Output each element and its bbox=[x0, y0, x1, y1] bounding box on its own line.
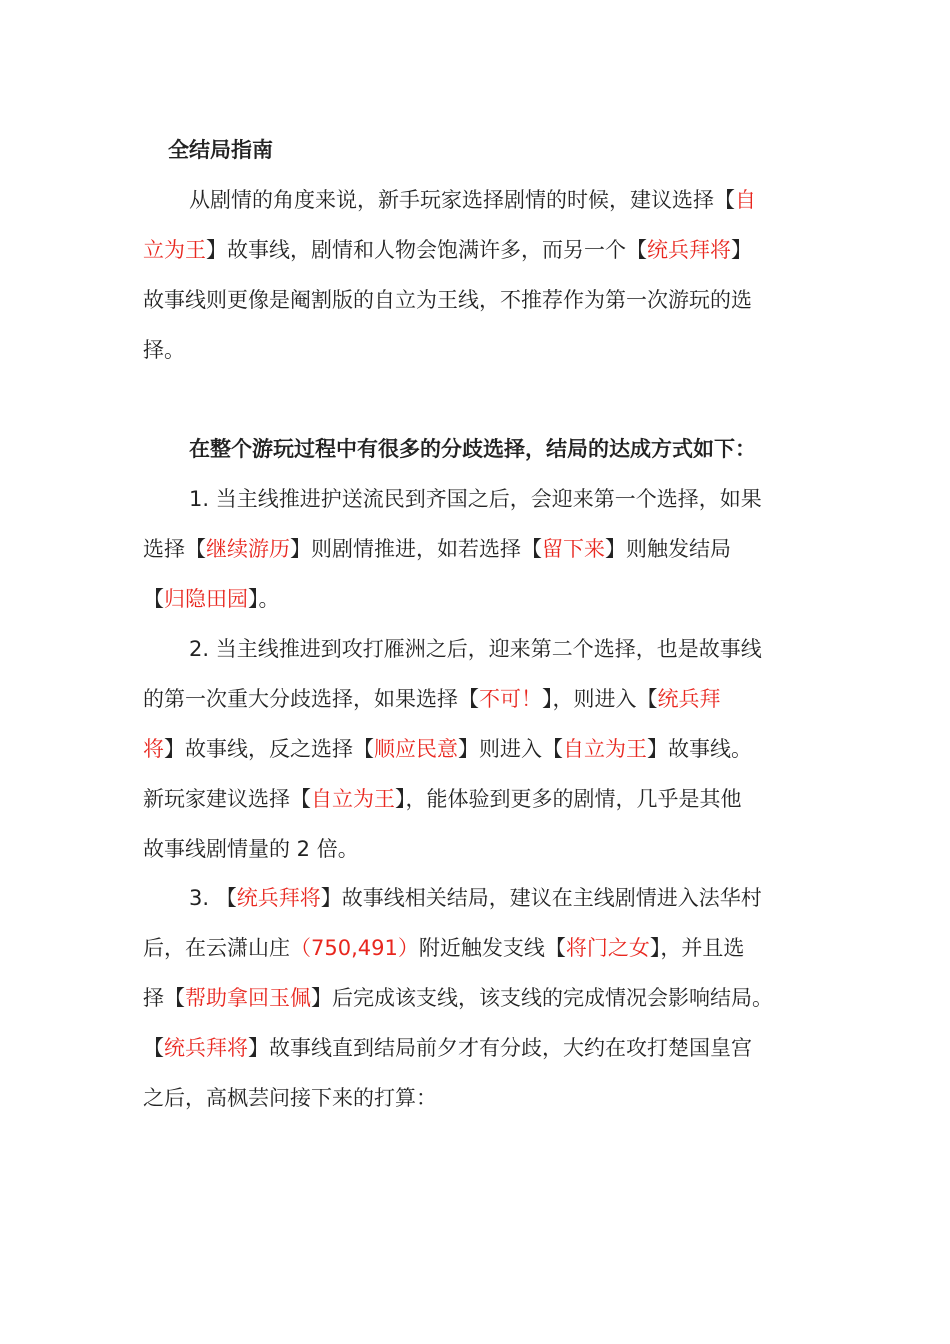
body-text: 】故事线。 bbox=[647, 737, 752, 761]
body-text: 】故事线，剧情和人物会饱满许多，而另一个【 bbox=[206, 238, 647, 262]
body-text: 故事线则更像是阉割版的自立为王线，不推荐作为第一次游玩的选 bbox=[143, 288, 752, 312]
paragraph-line bbox=[143, 674, 813, 724]
document-title: 全结局指南 bbox=[168, 138, 273, 162]
highlight-text: 将门之女 bbox=[565, 936, 650, 960]
paragraph-line bbox=[143, 1023, 813, 1073]
highlight-text: 自立为王 bbox=[311, 787, 395, 811]
body-text: 新玩家建议选择【 bbox=[143, 787, 311, 811]
body-text: 【 bbox=[143, 1036, 164, 1060]
paragraph-line bbox=[143, 524, 813, 574]
body-text: 】故事线，反之选择【 bbox=[164, 737, 374, 761]
highlight-text: 帮助拿回玉佩 bbox=[185, 986, 311, 1010]
paragraph-line bbox=[143, 724, 813, 774]
highlight-text: 将 bbox=[143, 737, 164, 761]
highlight-text: 立为王 bbox=[143, 238, 206, 262]
body-text: 【 bbox=[143, 587, 164, 611]
paragraph-line bbox=[143, 225, 813, 275]
paragraph-line bbox=[143, 774, 813, 824]
highlight-text: 统兵拜将 bbox=[647, 238, 731, 262]
highlight-text: 留下来 bbox=[542, 537, 605, 561]
paragraph-line bbox=[143, 325, 813, 375]
highlight-text: （750,491） bbox=[290, 936, 419, 960]
body-text: 择【 bbox=[143, 986, 185, 1010]
paragraph-line bbox=[143, 574, 813, 624]
highlight-text: 自立为王 bbox=[563, 737, 647, 761]
body-text: 】。 bbox=[248, 587, 280, 611]
body-text: 】，并且选 bbox=[649, 936, 745, 960]
body-text: 之后，高枫芸问接下来的打算： bbox=[143, 1086, 437, 1110]
paragraph-line bbox=[189, 175, 813, 225]
body-text: 】 bbox=[731, 238, 752, 262]
highlight-text: 统兵拜将 bbox=[236, 886, 321, 910]
body-text: 故事线剧情量的 2 倍。 bbox=[143, 837, 359, 861]
body-text: 】则进入【 bbox=[458, 737, 563, 761]
paragraph-line bbox=[143, 973, 813, 1023]
highlight-text: 统兵拜 bbox=[657, 687, 721, 711]
body-text: 后，在云潇山庄 bbox=[143, 936, 290, 960]
body-text: 2. 当主线推进到攻打雁洲之后，迎来第二个选择，也是故事线 bbox=[189, 637, 762, 661]
body-text: 】故事线相关结局，建议在主线剧情进入法华村 bbox=[320, 886, 762, 910]
body-text: 】故事线直到结局前夕才有分歧，大约在攻打楚国皇宫 bbox=[248, 1036, 752, 1060]
paragraph-line bbox=[143, 824, 813, 874]
body-text: 的第一次重大分歧选择，如果选择【 bbox=[143, 687, 479, 711]
body-text: 】后完成该支线，该支线的完成情况会影响结局。 bbox=[311, 986, 773, 1010]
body-text: 选择【 bbox=[143, 537, 206, 561]
body-text: 】则剧情推进，如若选择【 bbox=[290, 537, 542, 561]
body-text: 附近触发支线【 bbox=[418, 936, 566, 960]
paragraph-line bbox=[189, 624, 813, 674]
section-heading-line bbox=[189, 424, 813, 474]
highlight-text: 统兵拜将 bbox=[164, 1036, 248, 1060]
body-text: 1. 当主线推进护送流民到齐国之后，会迎来第一个选择，如果 bbox=[189, 487, 762, 511]
body-text: 】，能体验到更多的剧情，几乎是其他 bbox=[395, 787, 742, 811]
body-text: 3. 【 bbox=[189, 886, 237, 910]
body-text: 择。 bbox=[143, 338, 185, 362]
highlight-text: 继续游历 bbox=[206, 537, 290, 561]
highlight-text: 自 bbox=[735, 188, 756, 212]
highlight-text: 顺应民意 bbox=[374, 737, 458, 761]
highlight-text: 归隐田园 bbox=[164, 587, 248, 611]
paragraph-line bbox=[189, 873, 813, 923]
body-text: 】，则进入【 bbox=[542, 687, 658, 711]
body-text: 】则触发结局 bbox=[605, 537, 731, 561]
body-text: 从剧情的角度来说，新手玩家选择剧情的时候，建议选择【 bbox=[189, 188, 735, 212]
paragraph-line bbox=[189, 474, 813, 524]
body-text: 在整个游玩过程中有很多的分歧选择，结局的达成方式如下： bbox=[189, 437, 756, 461]
paragraph-line bbox=[143, 1073, 813, 1123]
paragraph-line bbox=[143, 275, 813, 325]
highlight-text: 不可！ bbox=[479, 687, 542, 711]
paragraph-line bbox=[143, 923, 813, 973]
